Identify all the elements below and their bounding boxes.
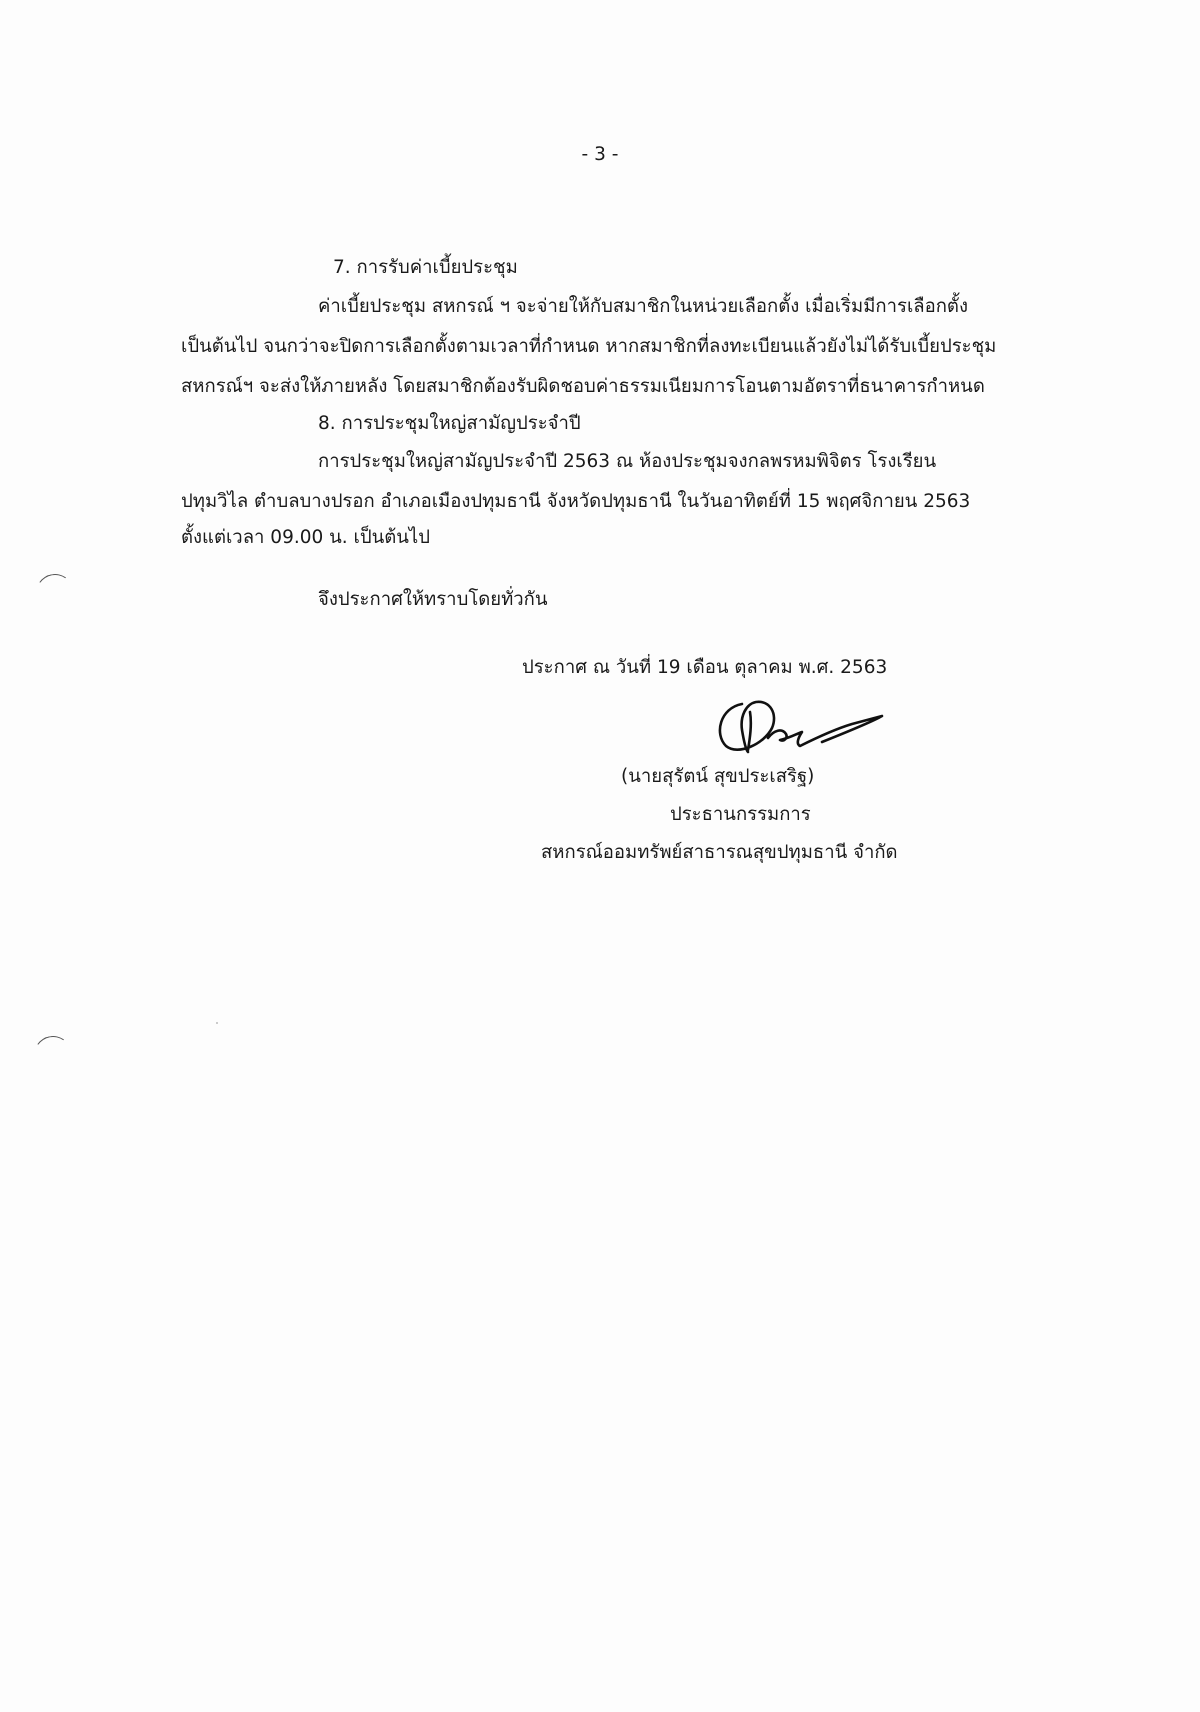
- section-8-paragraph-line: ตั้งแต่เวลา 09.00 น. เป็นต้นไป: [181, 527, 430, 548]
- punch-hole-mark: [33, 571, 77, 615]
- page-number: - 3 -: [581, 144, 619, 165]
- handwritten-signature: [712, 694, 892, 758]
- announcement-date: ประกาศ ณ วันที่ 19 เดือน ตุลาคม พ.ศ. 2563: [522, 657, 888, 678]
- signatory-name: (นายสุรัตน์ สุขประเสริฐ): [621, 766, 815, 787]
- punch-hole-mark: [31, 1033, 75, 1077]
- section-8-heading: 8. การประชุมใหญ่สามัญประจำปี: [318, 413, 581, 434]
- section-7-paragraph-line: ค่าเบี้ยประชุม สหกรณ์ ฯ จะจ่ายให้กับสมาชิกในหน่วยเลือกตั้ง เมื่อเริ่มมีการเลือกตั้ง: [318, 296, 968, 317]
- signatory-position: ประธานกรรมการ: [670, 804, 811, 825]
- section-7-paragraph-line: สหกรณ์ฯ จะส่งให้ภายหลัง โดยสมาชิกต้องรับผิดชอบค่าธรรมเนียมการโอนตามอัตราที่ธนาคารกำหนด: [181, 376, 985, 397]
- section-8-paragraph-line: ปทุมวิไล ตำบลบางปรอก อำเภอเมืองปทุมธานี จังหวัดปทุมธานี ในวันอาทิตย์ที่ 15 พฤศจิกายน 2563: [181, 491, 971, 512]
- section-7-paragraph-line: เป็นต้นไป จนกว่าจะปิดการเลือกตั้งตามเวลาที่กำหนด หากสมาชิกที่ลงทะเบียนแล้วยังไม่ได้รับเบี้ยประชุม: [181, 336, 997, 357]
- signatory-organization: สหกรณ์ออมทรัพย์สาธารณสุขปทุมธานี จำกัด: [541, 842, 898, 863]
- section-8-paragraph-line: การประชุมใหญ่สามัญประจำปี 2563 ณ ห้องประชุมจงกลพรหมพิจิตร โรงเรียน: [318, 451, 937, 472]
- section-7-heading: 7. การรับค่าเบี้ยประชุม: [333, 257, 518, 278]
- closing-statement: จึงประกาศให้ทราบโดยทั่วกัน: [318, 589, 548, 610]
- scan-speck: [216, 1022, 218, 1024]
